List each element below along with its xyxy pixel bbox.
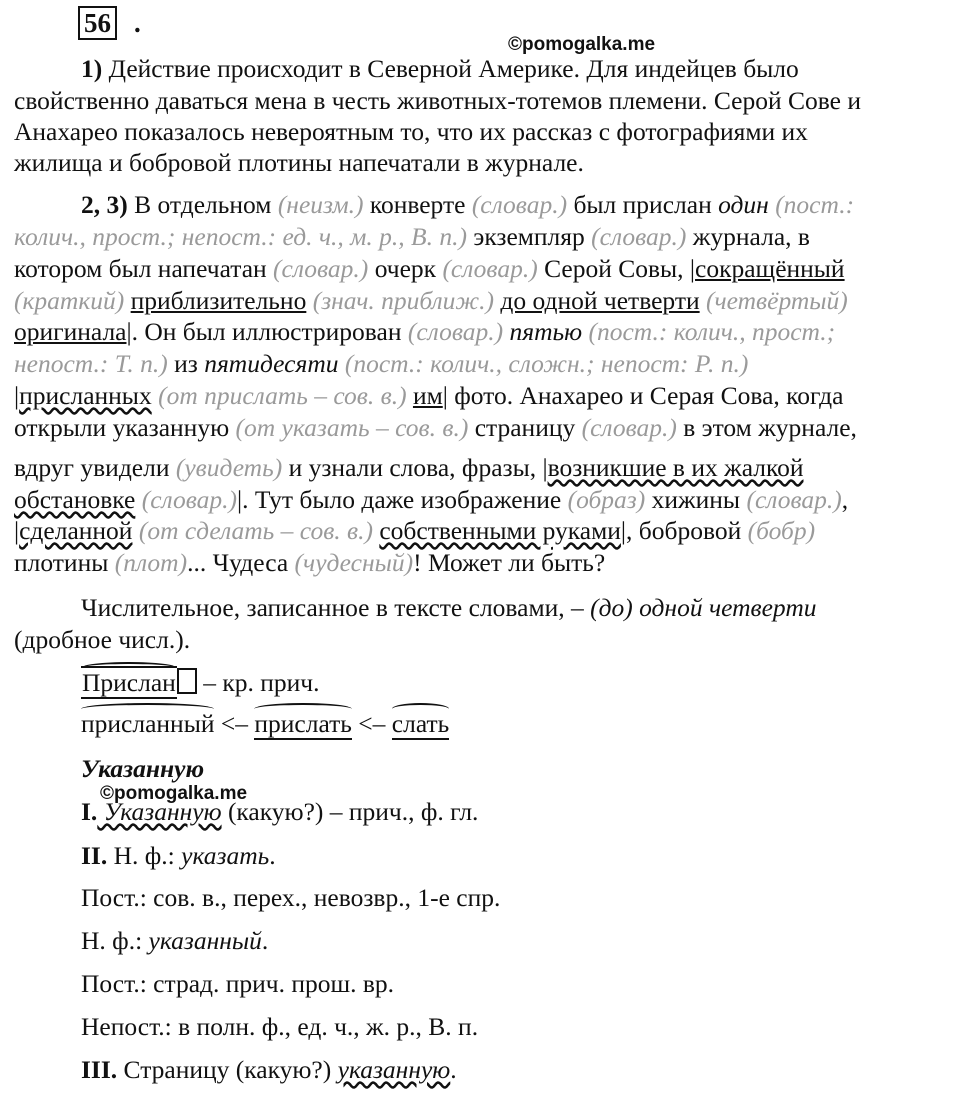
p2-line-2 <box>14 221 810 253</box>
p2-line-1-segment: (пост.: <box>768 190 855 219</box>
p2-line-8-segment: открыли указанную <box>14 413 236 442</box>
p2-line-2-segment: (словар.) <box>591 222 687 251</box>
p2-line-8-segment: (словар.) <box>581 413 677 442</box>
morph-chain-arrow-1: <– <box>214 709 255 738</box>
p2-line-5-segment: |. Он был иллюстрирован <box>126 317 408 346</box>
analysis-row-1-word: Указанную <box>97 797 222 826</box>
p2-line-9 <box>14 452 804 484</box>
p1-line-2: свойственно даваться мена в честь животных-тотемов племени. Серой Сове и <box>14 86 862 115</box>
p1-line-3: Анахарео показалось невероятным то, что их рассказ с фотографиями их <box>14 117 808 146</box>
p2-line-5-segment: (словар.) <box>407 317 504 346</box>
analysis-row-1-num: I. <box>81 797 98 826</box>
p2-line-2-segment: журнала, в <box>686 222 810 251</box>
analysis-row-6: Непост.: в полн. ф., ед. ч., ж. р., В. п. <box>81 1012 479 1041</box>
p2-line-11-segment: (бобр) <box>747 516 816 545</box>
p2-line-7-segment: им <box>412 381 443 410</box>
p2-line-11-segment: (от сделать – сов. в.) <box>138 516 373 545</box>
p2-line-10-segment: хижины <box>645 485 747 514</box>
p2-line-9-segment: вдруг увидели <box>14 453 176 482</box>
p2-line-11-segment: сделанной <box>19 516 133 545</box>
p2-line-12-segment: (плот) <box>114 548 188 577</box>
p2-line-1-segment: (неизм.) <box>277 190 364 219</box>
numeral-note-text: Числительное, записанное в тексте словами, – <box>81 593 591 622</box>
morph-chain-3: слать <box>391 709 450 738</box>
p2-label: 2, 3) <box>81 190 128 219</box>
p2-line-4 <box>14 285 848 317</box>
p2-line-12 <box>14 547 605 579</box>
p2-line-8-segment: страницу <box>468 413 582 442</box>
p2-line-10-segment: обстановке <box>14 485 136 514</box>
analysis-row-2 <box>14 840 276 872</box>
p2-line-5-segment: оригинала <box>14 317 127 346</box>
morph-chain-arrow-2: <– <box>351 709 392 738</box>
p2-line-4-segment: (четвёртый) <box>706 286 848 315</box>
p2-line-1 <box>14 189 854 221</box>
zero-ending-box <box>177 668 197 694</box>
p2-line-7-segment: | <box>14 381 20 410</box>
p2-line-8 <box>14 412 857 444</box>
p2-line-11-segment: собственными руками <box>379 516 621 545</box>
analysis-row-2-end: . <box>269 841 276 870</box>
p2-line-10-segment: (словар.) <box>141 485 237 514</box>
exercise-number-dot: . <box>134 8 141 38</box>
morph-chain-1: присланный <box>81 709 215 738</box>
p2-line-10-segment: , <box>841 485 849 514</box>
analysis-row-4-end: . <box>261 926 269 955</box>
p2-line-1-segment: конверте <box>363 190 472 219</box>
exercise-number-box: 56 <box>78 6 117 40</box>
p2-line-12-segment: ! Может ли быть? <box>413 548 606 577</box>
p2-line-2-segment: колич., прост.; непост.: ед. ч., м. р., В. п.) <box>14 222 467 251</box>
analysis-row-4 <box>14 925 268 957</box>
analysis-row-7-text: Страницу (какую?) <box>117 1055 338 1084</box>
p2-line-4-segment: приблизительно <box>130 286 307 315</box>
p2-line-10-segment: (словар.) <box>746 485 842 514</box>
p2-line-5 <box>14 316 835 348</box>
analysis-row-4-word: указанный <box>148 926 262 955</box>
p2-line-7-segment: (от прислать – сов. в.) <box>158 381 407 410</box>
analysis-row-5: Пост.: страд. прич. прош. вр. <box>81 969 395 998</box>
p2-line-12-segment: (чудесный) <box>294 548 414 577</box>
p2-line-12-segment: ... Чудеса <box>187 548 295 577</box>
p2-line-6 <box>14 348 748 380</box>
p2-line-9-segment: и узнали слова, фразы, | <box>282 453 548 482</box>
p2-line-3 <box>14 253 845 285</box>
p2-line-3-segment: сокращённый <box>695 254 845 283</box>
morph-chain-2: прислать <box>254 709 352 738</box>
p2-line-1-segment: (словар.) <box>471 190 568 219</box>
p2-line-2-segment: экземпляр <box>467 222 592 251</box>
watermark-top: ©pomogalka.me <box>508 34 656 55</box>
analysis-row-2-word: указать <box>181 841 270 870</box>
p2-line-6-segment: (пост.: колич., сложн.; непост: Р. п.) <box>338 349 749 378</box>
p1-label: 1) <box>81 54 103 83</box>
p2-line-3-segment: котором был напечатан <box>14 254 274 283</box>
analysis-row-1 <box>14 796 478 828</box>
p2-line-7-segment: присланных <box>19 381 152 410</box>
p2-line-9-segment: (увидеть) <box>175 453 283 482</box>
p1-line-4: жилища и бобровой плотины напечатали в журнале. <box>14 148 584 177</box>
p2-line-11 <box>14 515 815 547</box>
p2-line-1-segment: был прислан <box>567 190 719 219</box>
p2-line-1-segment: В отдельном <box>127 190 278 219</box>
analysis-row-4-text: Н. ф.: <box>81 926 149 955</box>
p2-line-8-segment: (от указать – сов. в.) <box>235 413 469 442</box>
p1-text-1: Действие происходит в Северной Америке. Для индейцев было <box>102 54 799 83</box>
p2-line-5-segment: пятью <box>509 317 583 346</box>
p2-line-5-segment: (пост.: колич., прост.; <box>582 317 836 346</box>
analysis-row-7-num: III. <box>81 1055 118 1084</box>
p2-line-7-segment: | фото. Анахарео и Серая Сова, когда <box>442 381 844 410</box>
p2-line-4-segment: (краткий) <box>14 286 125 315</box>
analysis-row-2-num: II. <box>81 841 108 870</box>
p2-line-12-segment: плотины <box>14 548 115 577</box>
analysis-row-7-word: указанную <box>337 1055 451 1084</box>
numeral-note-italic: (до) одной четверти <box>590 593 817 622</box>
watermark-middle: ©pomogalka.me <box>100 783 248 804</box>
p2-line-9-segment: возникшие в их жалкой <box>547 453 804 482</box>
p2-line-4-segment: до одной четверти <box>500 286 700 315</box>
p2-line-3-segment: (словар.) <box>442 254 538 283</box>
morph-desc: – кр. прич. <box>196 668 320 697</box>
numeral-note-line-2: (дробное числ.). <box>14 625 191 654</box>
analysis-row-3: Пост.: сов. в., перех., невозвр., 1-е спр. <box>81 883 501 912</box>
p2-line-11-segment: |, бобровой <box>620 516 748 545</box>
p2-line-11-segment: | <box>14 516 20 545</box>
p2-line-10 <box>14 484 848 516</box>
p2-line-4-segment: (знач. приближ.) <box>312 286 495 315</box>
p2-line-3-segment: очерк <box>368 254 443 283</box>
analysis-row-1-text: (какую?) – прич., ф. гл. <box>221 797 479 826</box>
p2-line-6-segment: из <box>167 349 205 378</box>
p2-line-10-segment: |. Тут было даже изображение <box>236 485 568 514</box>
morph-line-1 <box>14 667 319 699</box>
p2-line-6-segment: пятидесяти <box>204 349 339 378</box>
p2-line-8-segment: в этом журнале, <box>676 413 857 442</box>
p2-line-6-segment: непост.: Т. п.) <box>14 349 168 378</box>
numeral-note-line-1 <box>14 592 816 624</box>
analysis-title: Указанную <box>81 754 205 783</box>
analysis-row-2-text: Н. ф.: <box>107 841 182 870</box>
analysis-row-7-end: . <box>450 1055 457 1084</box>
p2-line-1-segment: один <box>718 190 769 219</box>
p2-line-3-segment: (словар.) <box>273 254 369 283</box>
morph-line-2 <box>14 708 449 740</box>
p2-line-7 <box>14 380 843 412</box>
p1-line-1 <box>14 53 799 85</box>
analysis-row-7 <box>14 1054 457 1086</box>
p2-line-3-segment: Серой Совы, | <box>537 254 696 283</box>
p2-line-10-segment: (образ) <box>567 485 646 514</box>
morph-word: Прислан <box>82 668 176 697</box>
